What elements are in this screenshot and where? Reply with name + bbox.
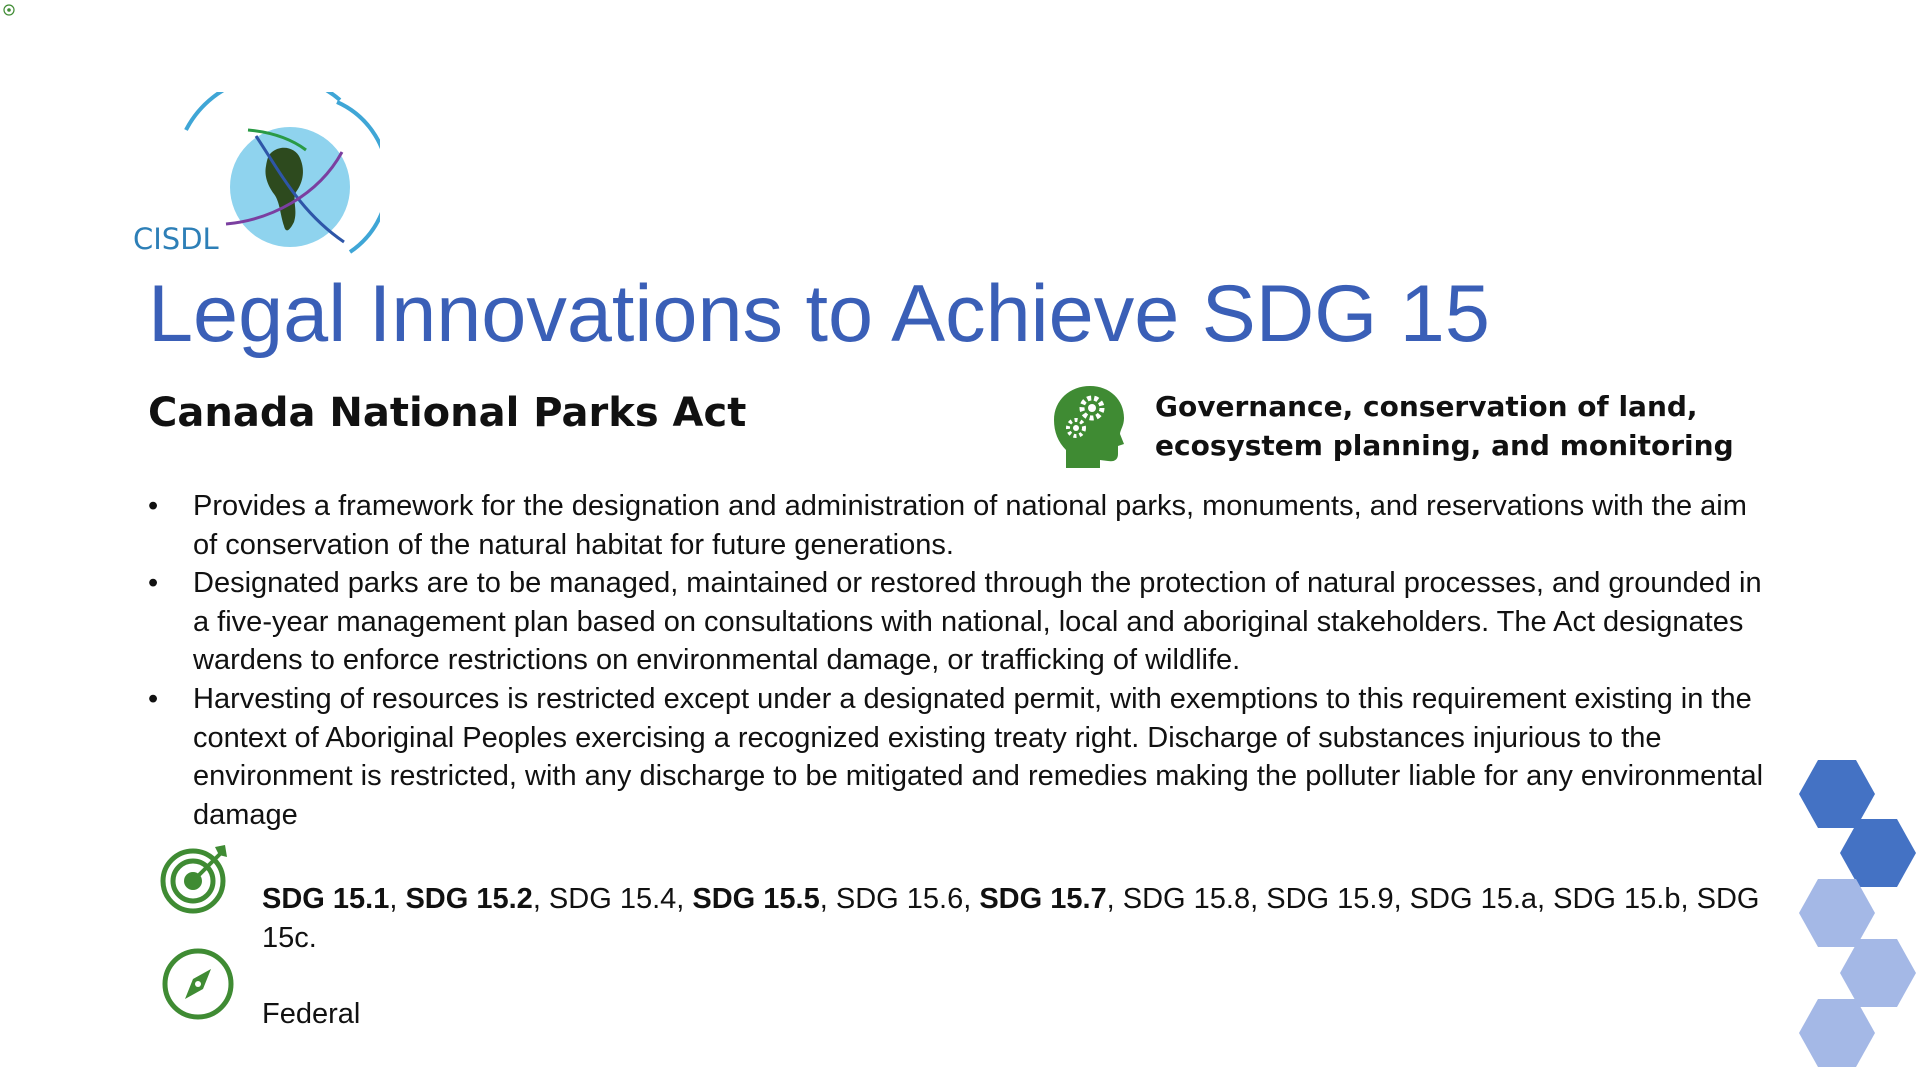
head-gears-icon xyxy=(1054,384,1128,468)
jurisdiction-text: Federal xyxy=(262,998,361,1030)
sdg-target: SDG 15.1 xyxy=(262,883,390,915)
bullet-text: Harvesting of resources is restricted except under a designated permit, with exemptions to this requirement existing in the context of Aboriginal Peoples exercising a recognized existing treaty right. Discharge of substances injurious to the environment is restricted, with any discharge to be mitigated and remedies making the polluter liable for any environmental damage xyxy=(193,682,1764,831)
bullet-marker: • xyxy=(148,682,159,715)
sdg-target-list xyxy=(262,880,1762,957)
sdg-target: SDG 15.2 xyxy=(405,883,533,915)
bullet-marker: • xyxy=(148,567,159,600)
hexagon-decoration xyxy=(1780,755,1920,1080)
bullet-marker: • xyxy=(148,490,159,522)
target-icon xyxy=(159,843,231,915)
sdg-target: SDG 15.5 xyxy=(692,883,820,915)
sdg-target: , SDG 15.4, xyxy=(532,883,693,915)
theme-description: Governance, conservation of land, ecosystem planning, and monitoring xyxy=(1155,390,1734,462)
bullet-text: Provides a framework for the designation and administration of national parks, monuments, and reservations with the aim of conservation of the natural habitat for future generations. xyxy=(193,490,1747,561)
bullet-text: Designated parks are to be managed, maintained or restored through the protection of natural processes, and grounded in a five-year management plan based on consultations with national, local and aboriginal stakeholders. The Act designates wardens to enforce restrictions on environmental damage, or trafficking of wildlife. xyxy=(193,567,1762,677)
sdg-target: SDG 15.7 xyxy=(979,883,1107,915)
sdg-target: , SDG 15.6, xyxy=(819,883,980,915)
page-title: Legal Innovations to Achieve SDG 15 xyxy=(148,269,1490,359)
bullet-list xyxy=(148,487,1778,834)
logo-text: CISDL xyxy=(133,222,219,256)
list-item xyxy=(148,680,1778,834)
compass-icon xyxy=(161,947,235,1021)
corner-status-icon xyxy=(2,3,16,17)
list-item xyxy=(148,487,1778,564)
list-item xyxy=(148,564,1778,680)
sdg-target: , SDG 15.8, SDG 15.9, SDG 15.a, SDG 15.b, SDG 15c. xyxy=(262,883,1760,954)
act-name: Canada National Parks Act xyxy=(148,390,747,436)
sdg-separator: , xyxy=(389,883,406,915)
